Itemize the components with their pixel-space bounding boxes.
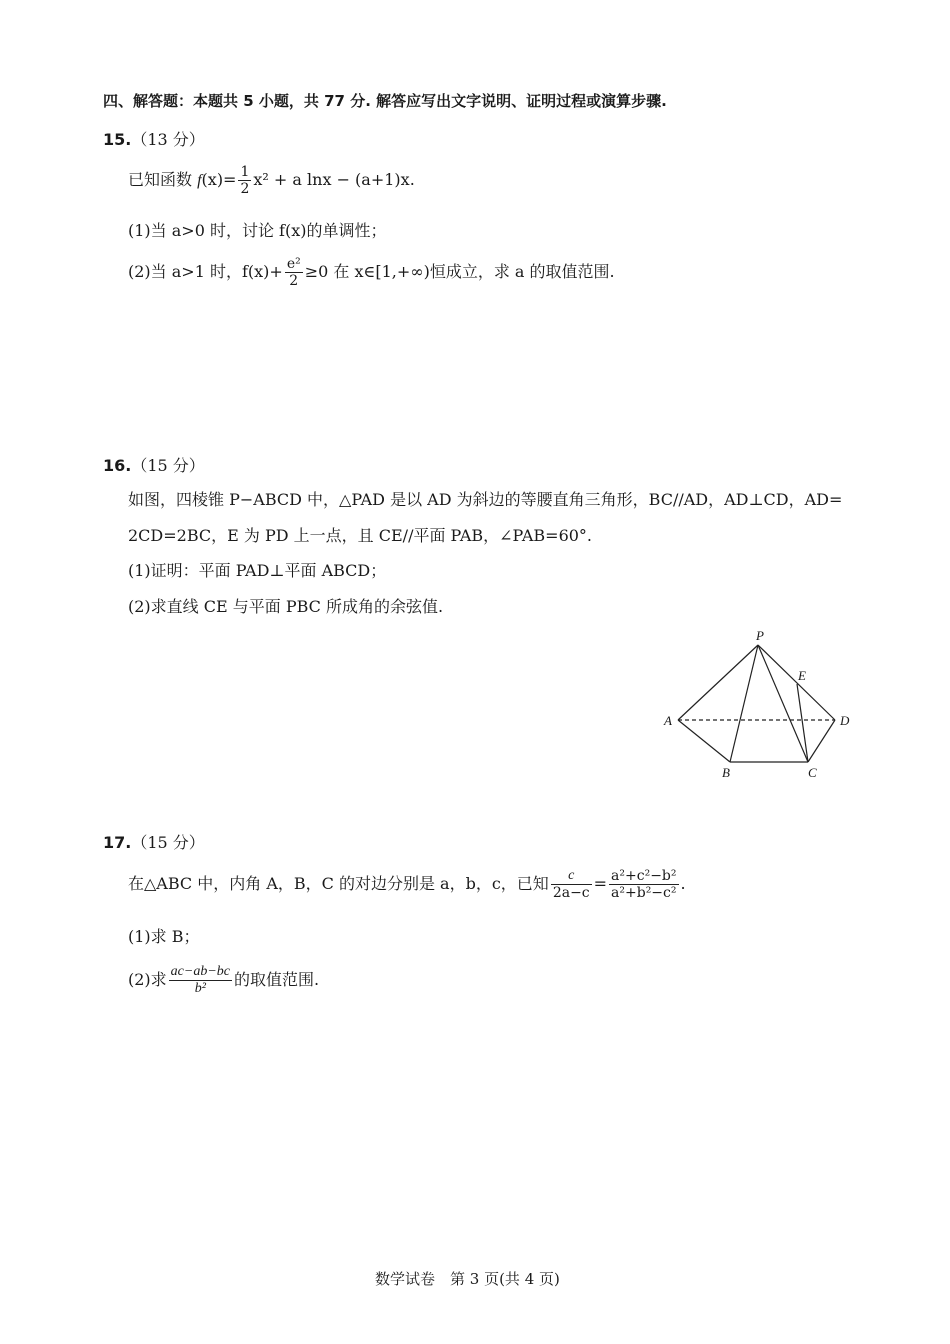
edge-PA <box>678 645 758 720</box>
label-A: A <box>664 713 672 728</box>
q15-stem-f: f <box>197 172 202 189</box>
q15-part1: (1)当 a>0 时，讨论 f(x)的单调性； <box>128 221 387 240</box>
edge-CD <box>808 720 835 762</box>
q17-part2-prefix: (2)求 <box>128 970 167 989</box>
q15-part2-frac-den: 2 <box>289 273 299 289</box>
q17-part2 <box>128 960 319 1000</box>
q17-part1: (1)求 B； <box>128 927 200 946</box>
q15-part2-fraction <box>285 256 303 289</box>
edge-PD <box>758 645 835 720</box>
page-footer: 数学试卷 第 3 页(共 4 页) <box>375 1270 560 1288</box>
q17-stem <box>128 864 686 904</box>
q17-fraction-2 <box>609 868 678 901</box>
q16-header <box>103 453 205 476</box>
label-P: P <box>756 628 764 643</box>
q15-number: 15. <box>103 130 132 149</box>
edge-PC <box>758 645 808 762</box>
q15-part2-frac-num: e² <box>286 256 301 272</box>
q17-stem-prefix: 在△ABC 中，内角 A，B，C 的对边分别是 a，b，c，已知 <box>128 874 549 893</box>
q17-frac2-num: a²+c²−b² <box>611 868 677 884</box>
label-C: C <box>808 765 817 780</box>
q15-stem-rest: x² + a lnx − (a+1)x. <box>253 170 415 189</box>
q17-part2-frac-den: b² <box>194 981 206 996</box>
q15-part2 <box>128 252 615 292</box>
q15-stem-eq: (x)= <box>201 170 237 189</box>
q15-part2-prefix: (2)当 a>1 时，f(x)+ <box>128 262 283 281</box>
q15-fraction <box>238 164 251 197</box>
q15-score: （13 分） <box>131 130 205 149</box>
q17-stem-end: . <box>680 874 686 893</box>
q17-eq: = <box>593 874 608 893</box>
q17-score: （15 分） <box>131 833 205 852</box>
q16-score: （15 分） <box>131 456 205 475</box>
q17-part2-frac-num: ac−ab−bc <box>170 964 230 979</box>
q15-frac-num: 1 <box>240 164 250 180</box>
q17-frac1-num: c <box>551 868 592 885</box>
q15-frac-den: 2 <box>240 181 250 197</box>
edge-PB <box>730 645 758 762</box>
edge-AB <box>678 720 730 762</box>
q17-header <box>103 830 205 853</box>
q17-fraction-1 <box>551 868 592 901</box>
q16-line1: 如图，四棱锥 P−ABCD 中，△PAD 是以 AD 为斜边的等腰直角三角形，BC//AD，AD⊥CD，AD= <box>128 490 843 509</box>
q16-number: 16. <box>103 456 132 475</box>
q16-part1: (1)证明：平面 PAD⊥平面 ABCD； <box>128 561 387 580</box>
q17-part2-fraction <box>169 964 232 997</box>
q16-part2: (2)求直线 CE 与平面 PBC 所成角的余弦值. <box>128 597 444 616</box>
q17-number: 17. <box>103 833 132 852</box>
q15-stem <box>128 160 415 201</box>
label-B: B <box>722 765 730 780</box>
label-D: D <box>840 713 850 728</box>
q17-frac1-den: 2a−c <box>552 885 590 901</box>
label-E: E <box>798 668 806 683</box>
q15-part2-suffix: ≥0 在 x∈[1,+∞)恒成立，求 a 的取值范围. <box>304 262 615 281</box>
q17-frac2-den: a²+b²−c² <box>611 885 677 901</box>
pyramid-figure <box>660 625 860 785</box>
q15-stem-prefix: 已知函数 <box>128 170 198 189</box>
section-heading: 四、解答题：本题共 5 小题，共 77 分. 解答应写出文字说明、证明过程或演算步骤. <box>103 92 667 110</box>
q17-part2-suffix: 的取值范围. <box>234 970 320 989</box>
q15-header <box>103 127 205 150</box>
q16-line2: 2CD=2BC，E 为 PD 上一点，且 CE//平面 PAB，∠PAB=60°. <box>128 526 593 545</box>
